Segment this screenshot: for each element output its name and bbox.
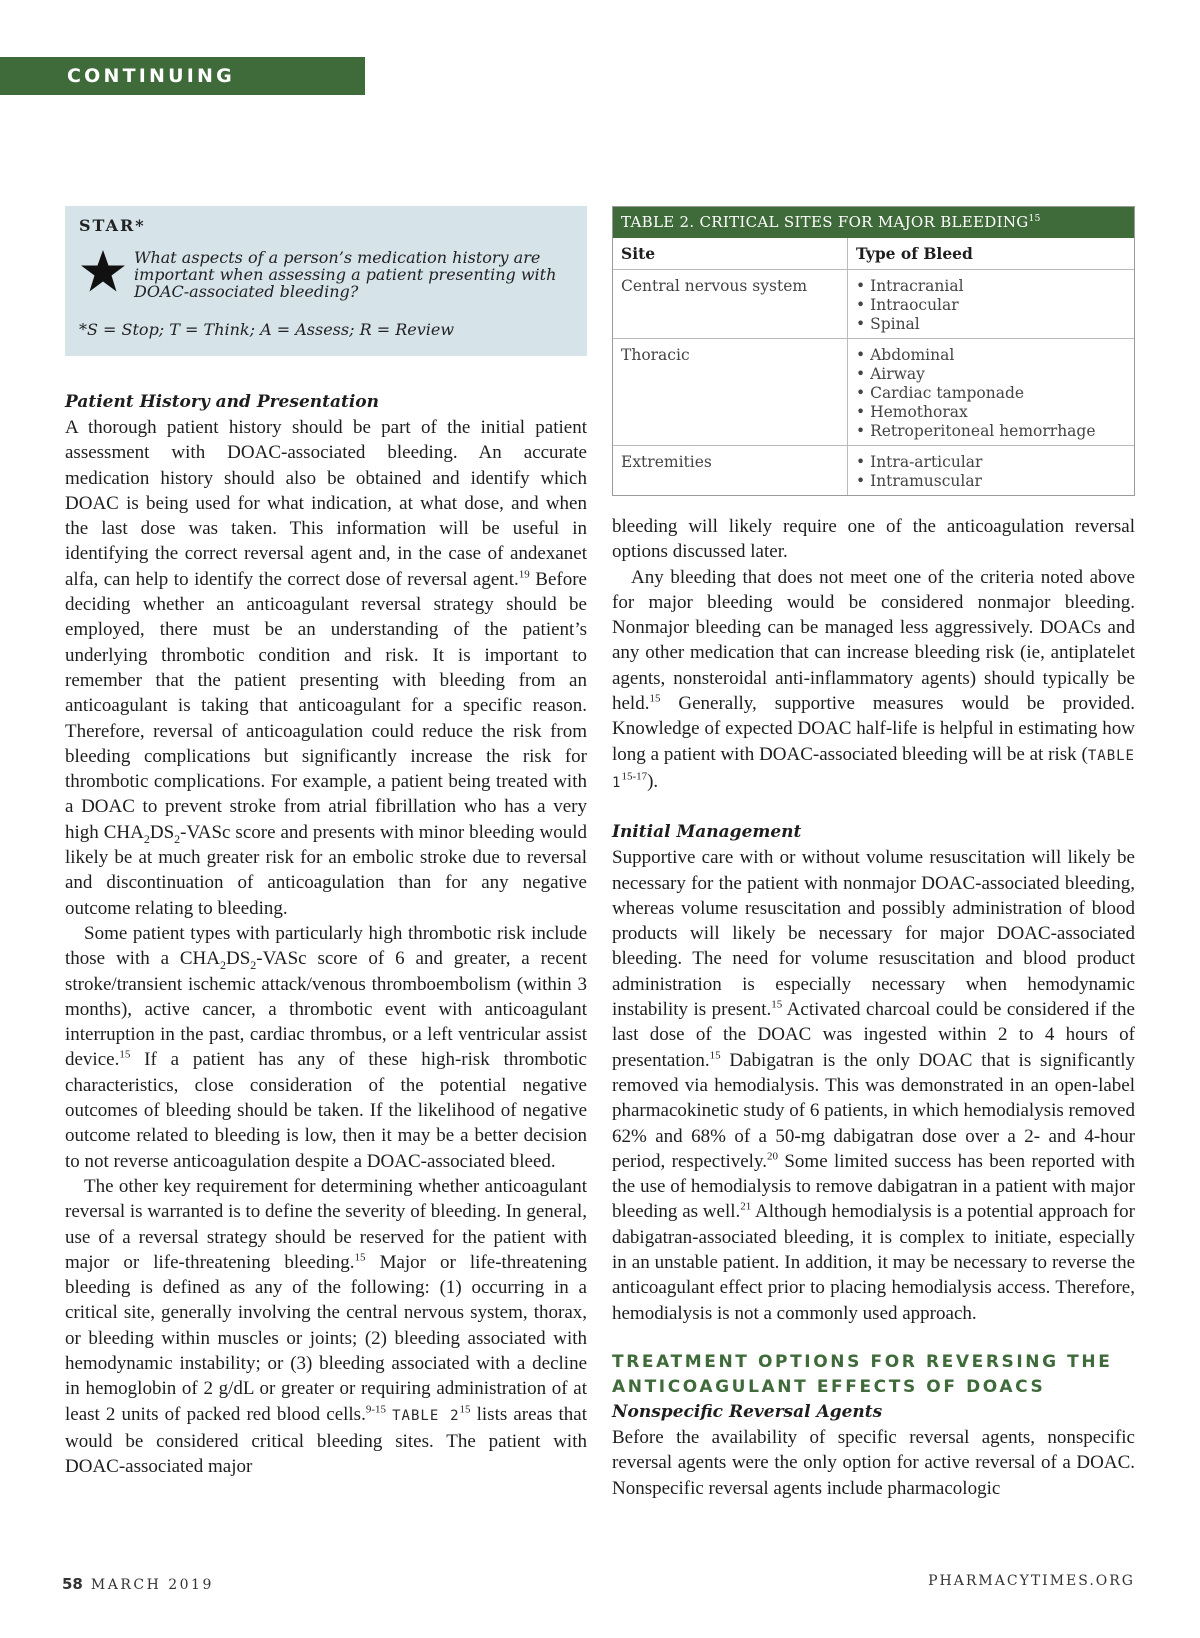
- body-paragraph: Any bleeding that does not meet one of the criteria noted above for major bleeding would be considered nonmajor bleeding. Nonmajor bleeding can be managed less aggressively. DOACs and any other medication that can increase bleeding risk (ie, antiplatelet agents, nonsteroidal anti-inflammatory agents) should typically be held.$^{15}$ Generally, supportive measures would be provided. Knowledge of expected DOAC half-life is helpful in estimating how long a patient with DOAC-associated bleeding will be at risk (TABLE 1$^{15-17}$).: [612, 566, 1135, 792]
- site-cell: Extremities: [613, 446, 848, 496]
- site-cell: Thoracic: [613, 339, 848, 446]
- table-title: TABLE 2. CRITICAL SITES FOR MAJOR BLEEDING$^{15}$: [613, 207, 1134, 238]
- body-paragraph: Supportive care with or without volume resuscitation will likely be necessary for the patient with nonmajor DOAC-associated bleeding, whereas volume resuscitation and possibly administration of blood products will likely be necessary for major DOAC-associated bleeding. The need for volume resuscitation and blood product administration is especially necessary when hemodynamic instability is present.$^{15}$ Activated charcoal could be considered if the last dose of the DOAC was ingested within 2 to 4 hours of presentation.$^{15}$ Dabigatran is the only DOAC that is significantly removed via hemodialysis. This was demonstrated in an open-label pharmacokinetic study of 6 patients, in which hemodialysis removed 62% and 68% of a 50-mg dabigatran dose over a 2- and 4-hour period, respectively.$^{20}$ Some limited success has been reported with the use of hemodialysis to remove dabigatran in a patient with major bleeding as well.$^{21}$ Although hemodialysis is a potential approach for dabigatran-associated bleeding, it is complex to initiate, especially in an unstable patient. In addition, it may be necessary to reverse the anticoagulant effect prior to placing hemodialysis access. Therefore, hemodialysis is not a commonly used approach.: [612, 847, 1135, 1324]
- table-row: [613, 446, 1134, 496]
- section-heading: Nonspecific Reversal Agents: [612, 1401, 883, 1422]
- list-item: • Intracranial: [856, 277, 1126, 296]
- section-heading: Initial Management: [612, 822, 802, 843]
- list-item: • Intramuscular: [856, 472, 1126, 491]
- right-column: [612, 206, 1135, 1501]
- body-paragraph: Some patient types with particularly high thrombotic risk include those with a $CHA_2DS_2$-VASc score of 6 and greater, a recent stroke/transient ischemic attack/venous thromboembolism (within 3 months), active cancer, a thrombotic event with anticoagulant interruption in the past, cardiac thrombus, or a left ventricular assist device.$^{15}$ If a patient has any of these high-risk thrombotic characteristics, close consideration of the potential negative outcomes of bleeding should be taken. If the likelihood of negative outcome related to bleeding is low, then it may be a better decision to not reverse anticoagulation despite a DOAC-associated bleed.: [65, 922, 587, 1172]
- site-cell: Central nervous system: [613, 270, 848, 339]
- major-section-heading: TREATMENT OPTIONS FOR REVERSING THE ANTICOAGULANT EFFECTS OF DOACS: [612, 1351, 1113, 1397]
- table-row: [613, 339, 1134, 446]
- body-paragraph: Before the availability of specific reversal agents, nonspecific reversal agents were the only option for active reversal of a DOAC. Nonspecific reversal agents include pharmacologic: [612, 1426, 1135, 1499]
- star-key: *S = Stop; T = Think; A = Assess; R = Review: [79, 320, 455, 339]
- issue-date: MARCH 2019: [90, 1577, 214, 1593]
- column-header-site: Site: [613, 238, 848, 270]
- column-header-type: Type of Bleed: [848, 238, 1135, 270]
- list-item: • Intraocular: [856, 296, 1126, 315]
- list-item: • Intra-articular: [856, 453, 1126, 472]
- footer-left: [62, 1574, 214, 1593]
- star-callout: [65, 206, 587, 356]
- critical-sites-table: [612, 206, 1135, 496]
- section-banner: CONTINUING EDUCATION: [0, 57, 365, 95]
- table-reference[interactable]: TABLE 2: [392, 1407, 460, 1424]
- page-number: 58: [62, 1575, 83, 1593]
- star-question: What aspects of a person’s medication history are important when assessing a patient presenting with DOAC-associated bleeding?: [134, 248, 557, 301]
- star-title: STAR*: [79, 216, 146, 235]
- list-item: • Cardiac tamponade: [856, 384, 1126, 403]
- type-cell: [848, 339, 1135, 446]
- table-reference[interactable]: TABLE 1: [612, 747, 1135, 791]
- footer-site: PHARMACYTIMES.ORG: [928, 1573, 1135, 1589]
- section-heading: Patient History and Presentation: [65, 392, 379, 412]
- list-item: • Spinal: [856, 315, 1126, 334]
- star-icon: [80, 249, 126, 293]
- type-cell: [848, 270, 1135, 339]
- list-item: • Abdominal: [856, 346, 1126, 365]
- list-item: • Retroperitoneal hemorrhage: [856, 422, 1126, 441]
- table-row: [613, 270, 1134, 339]
- body-paragraph: The other key requirement for determining whether anticoagulant reversal is warranted is to define the severity of bleeding. In general, use of a reversal strategy should be reserved for the patient with major or life-threatening bleeding.$^{15}$ Major or life-threatening bleeding is defined as any of the following: (1) occurring in a critical site, generally involving the central nervous system, thorax, or bleeding within muscles or joints; (2) bleeding associated with hemodynamic instability; or (3) bleeding associated with a decline in hemoglobin of 2 g/dL or greater or requiring administration of at least 2 units of packed red blood cells.$^{9-15}$ TABLE $2^{15}$ lists areas that would be considered critical bleeding sites. The patient with DOAC-associated major: [65, 1175, 587, 1478]
- list-item: • Hemothorax: [856, 403, 1126, 422]
- type-cell: [848, 446, 1135, 496]
- left-column: [65, 206, 587, 1479]
- list-item: • Airway: [856, 365, 1126, 384]
- body-paragraph: A thorough patient history should be part of the initial patient assessment with DOAC-associated bleeding. An accurate medication history should also be obtained and identify which DOAC is being used for what indication, at what dose, and when the last dose was taken. This information will be useful in identifying the correct reversal agent and, in the case of andexanet alfa, can help to identify the correct dose of reversal agent.$^{19}$ Before deciding whether an anticoagulant reversal strategy should be employed, there must be an understanding of the patient’s underlying thrombotic condition and risk. It is important to remember that the patient presenting with bleeding from an anticoagulant is taking that anticoagulant for a specific reason. Therefore, reversal of anticoagulation could reduce the risk from bleeding complications but significantly increase the risk for thrombotic complications. For example, a patient being treated with a DOAC to prevent stroke from atrial fibrillation who has a very high $CHA_2DS_2$-VASc score and presents with minor bleeding would likely be at much greater risk for an embolic stroke due to reversal and discontinuation of anticoagulation than for any negative outcome relating to bleeding.: [65, 417, 587, 919]
- body-paragraph: bleeding will likely require one of the anticoagulation reversal options discussed later.: [612, 516, 1135, 563]
